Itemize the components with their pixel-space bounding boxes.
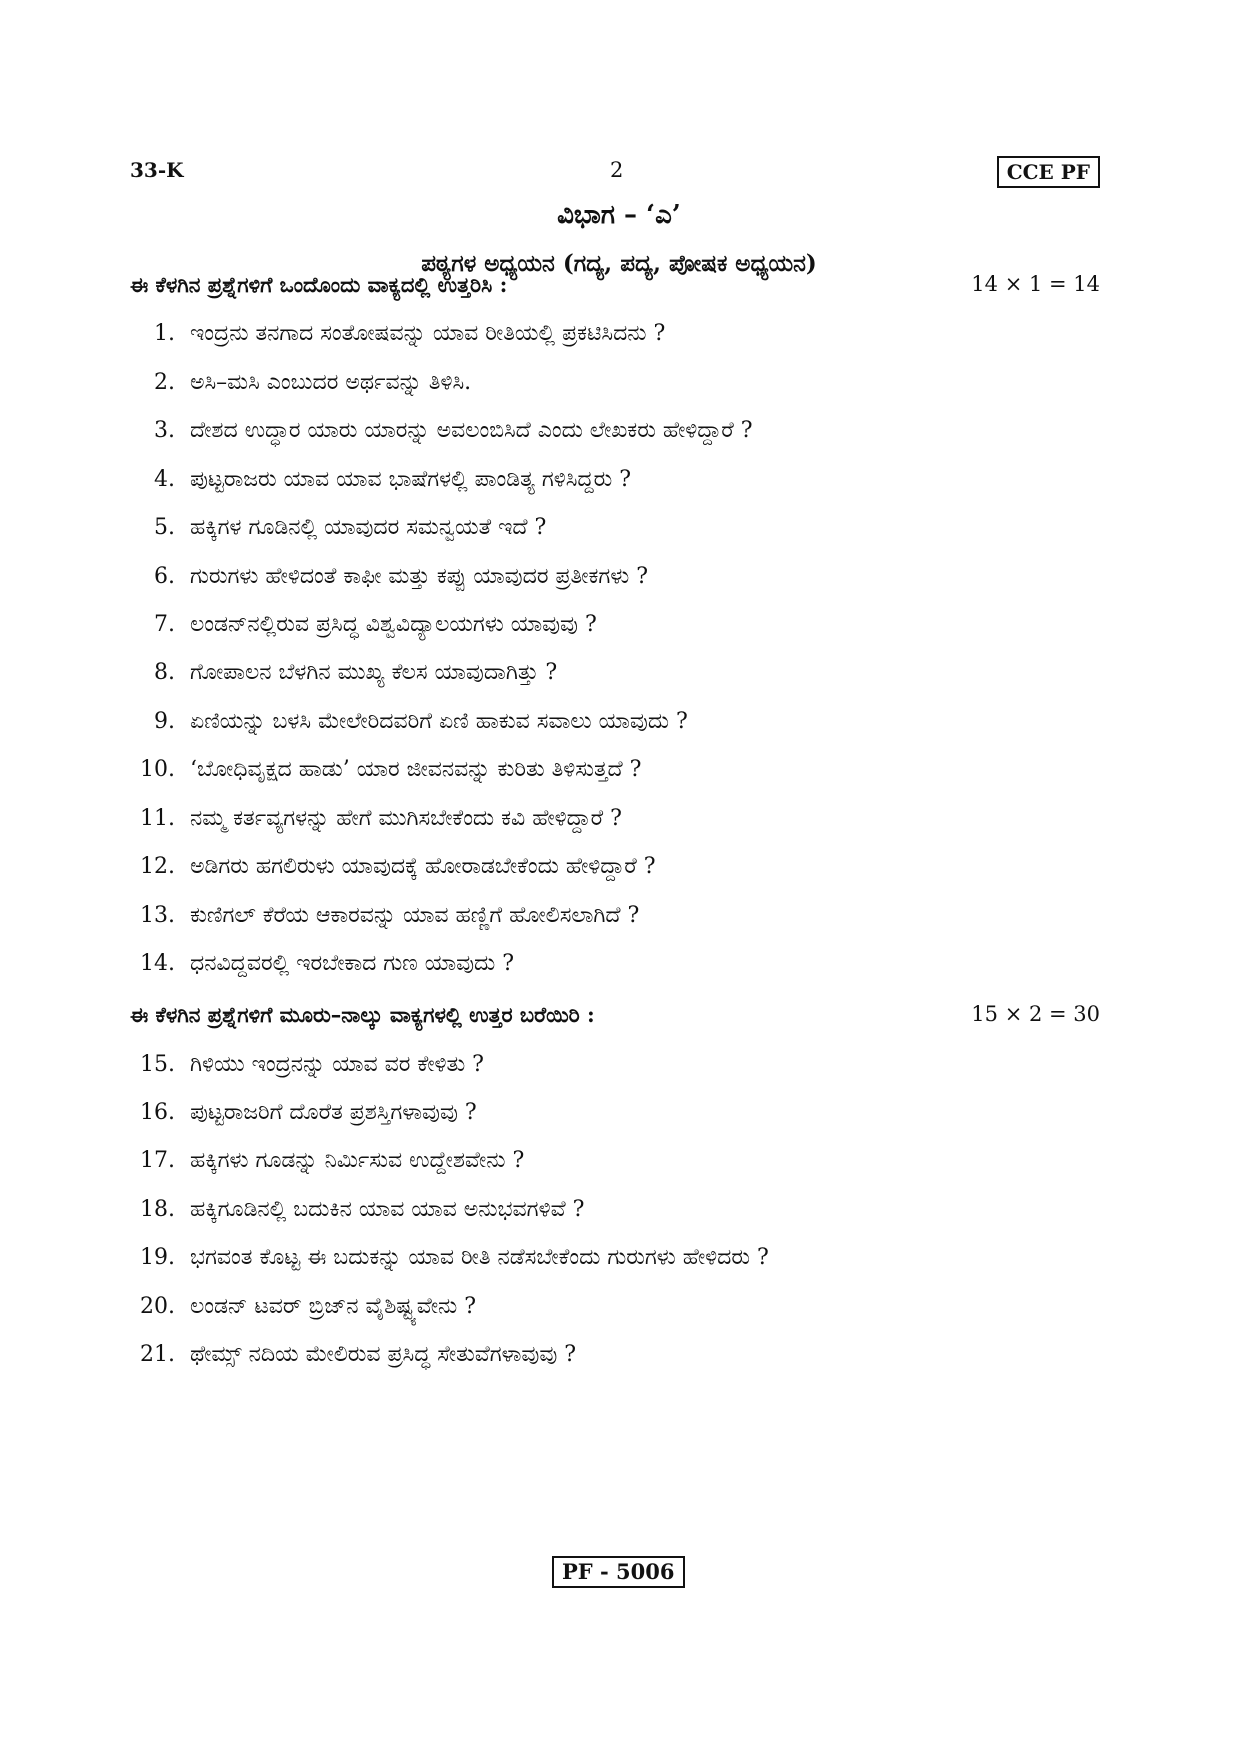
question-row <box>130 515 1110 551</box>
question-text: ಭಗವಂತ ಕೊಟ್ಟ ಈ ಬದುಕನ್ನು ಯಾವ ರೀತಿ ನಡೆಸಬೇಕೆಂದು ಗುರುಗಳು ಹೇಳಿದರು ? <box>190 1245 769 1270</box>
question-text: ಅಡಿಗರು ಹಗಲಿರುಳು ಯಾವುದಕ್ಕೆ ಹೋರಾಡಬೇಕೆಂದು ಹೇಳಿದ್ದಾರೆ ? <box>190 854 656 879</box>
question-text: ದೇಶದ ಉದ್ಧಾರ ಯಾರು ಯಾರನ್ನು ಅವಲಂಬಿಸಿದೆ ಎಂದು ಲೇಖಕರು ಹೇಳಿದ್ದಾರೆ ? <box>190 418 753 443</box>
question-number: 13. <box>140 903 175 928</box>
question-text: ಅಸಿ–ಮಸಿ ಎಂಬುದರ ಅರ್ಥವನ್ನು ತಿಳಿಸಿ. <box>190 370 472 395</box>
part2-instruction-row <box>130 1002 1100 1036</box>
question-row <box>130 951 1110 987</box>
question-row <box>130 467 1110 503</box>
part1-instruction-row <box>130 272 1100 306</box>
question-row <box>130 1100 1110 1136</box>
question-row <box>130 1148 1110 1184</box>
question-text: ಗುರುಗಳು ಹೇಳಿದಂತೆ ಕಾಫೀ ಮತ್ತು ಕಪ್ಪು ಯಾವುದರ ಪ್ರತೀಕಗಳು ? <box>190 564 649 589</box>
part2-marks: 15 × 2 = 30 <box>971 1002 1100 1026</box>
question-number: 19. <box>140 1245 175 1270</box>
question-row <box>130 903 1110 939</box>
question-text: ಪುಟ್ಟರಾಜರಿಗೆ ದೊರೆತ ಪ್ರಶಸ್ತಿಗಳಾವುವು ? <box>190 1100 477 1125</box>
question-row <box>130 370 1110 406</box>
question-number: 8. <box>154 660 175 685</box>
question-number: 3. <box>154 418 175 443</box>
question-row <box>130 1294 1110 1330</box>
question-row <box>130 1197 1110 1233</box>
question-row <box>130 757 1110 793</box>
question-number: 4. <box>154 467 175 492</box>
footer-code: PF - 5006 <box>552 1556 685 1588</box>
question-row <box>130 612 1110 648</box>
question-number: 10. <box>140 757 175 782</box>
question-text: ಪುಟ್ಟರಾಜರು ಯಾವ ಯಾವ ಭಾಷೆಗಳಲ್ಲಿ ಪಾಂಡಿತ್ಯ ಗಳಿಸಿದ್ದರು ? <box>190 467 632 492</box>
page-header <box>130 158 1100 198</box>
question-text: ಏಣಿಯನ್ನು ಬಳಸಿ ಮೇಲೇರಿದವರಿಗೆ ಏಣಿ ಹಾಕುವ ಸವಾಲು ಯಾವುದು ? <box>190 709 688 734</box>
question-row <box>130 321 1110 357</box>
question-row <box>130 1052 1110 1088</box>
question-text: ಲಂಡನ್‌ನಲ್ಲಿರುವ ಪ್ರಸಿದ್ಧ ವಿಶ್ವವಿದ್ಯಾಲಯಗಳು ಯಾವುವು ? <box>190 612 597 637</box>
question-text: ಕುಣಿಗಲ್ ಕೆರೆಯ ಆಕಾರವನ್ನು ಯಾವ ಹಣ್ಣಿಗೆ ಹೋಲಿಸಲಾಗಿದೆ ? <box>190 903 640 928</box>
question-number: 15. <box>140 1052 175 1077</box>
question-number: 7. <box>154 612 175 637</box>
question-row <box>130 1245 1110 1281</box>
question-text: ಹಕ್ಕಿಗಳು ಗೂಡನ್ನು ನಿರ್ಮಿಸುವ ಉದ್ದೇಶವೇನು ? <box>190 1148 525 1173</box>
question-text: ಧನವಿದ್ದವರಲ್ಲಿ ಇರಬೇಕಾದ ಗುಣ ಯಾವುದು ? <box>190 951 515 976</box>
question-text: ಗೋಪಾಲನ ಬೆಳಗಿನ ಮುಖ್ಯ ಕೆಲಸ ಯಾವುದಾಗಿತ್ತು ? <box>190 660 558 685</box>
question-row <box>130 660 1110 696</box>
question-number: 9. <box>154 709 175 734</box>
question-number: 20. <box>140 1294 175 1319</box>
part1-marks: 14 × 1 = 14 <box>971 272 1100 296</box>
question-row <box>130 418 1110 454</box>
question-text: ಹಕ್ಕಿಗಳ ಗೂಡಿನಲ್ಲಿ ಯಾವುದರ ಸಮನ್ವಯತೆ ಇದೆ ? <box>190 515 547 540</box>
question-text: ಇಂದ್ರನು ತನಗಾದ ಸಂತೋಷವನ್ನು ಯಾವ ರೀತಿಯಲ್ಲಿ ಪ್ರಕಟಿಸಿದನು ? <box>190 321 666 346</box>
section-subtitle: ಪಠ್ಯಗಳ ಅಧ್ಯಯನ (ಗದ್ಯ, ಪದ್ಯ, ಪೋಷಕ ಅಧ್ಯಯನ) <box>421 250 817 277</box>
question-text: ಹಕ್ಕಿಗೂಡಿನಲ್ಲಿ ಬದುಕಿನ ಯಾವ ಯಾವ ಅನುಭವಗಳಿವೆ ? <box>190 1197 585 1222</box>
question-row <box>130 709 1110 745</box>
question-number: 5. <box>154 515 175 540</box>
page-number: 2 <box>610 158 624 182</box>
question-row <box>130 854 1110 890</box>
question-number: 6. <box>154 564 175 589</box>
question-number: 12. <box>140 854 175 879</box>
question-text: ಥೇಮ್ಸ್ ನದಿಯ ಮೇಲಿರುವ ಪ್ರಸಿದ್ಧ ಸೇತುವೆಗಳಾವುವು ? <box>190 1342 577 1367</box>
question-text: ‘ಬೋಧಿವೃಕ್ಷದ ಹಾಡು’ ಯಾರ ಜೀವನವನ್ನು ಕುರಿತು ತಿಳಿಸುತ್ತದೆ ? <box>190 757 642 782</box>
question-number: 18. <box>140 1197 175 1222</box>
question-number: 16. <box>140 1100 175 1125</box>
question-text: ಗಿಳಿಯು ಇಂದ್ರನನ್ನು ಯಾವ ವರ ಕೇಳಿತು ? <box>190 1052 484 1077</box>
question-text: ಲಂಡನ್ ಟವರ್ ಬ್ರಿಜ್‌ನ ವೈಶಿಷ್ಟ್ಯವೇನು ? <box>190 1294 477 1319</box>
part2-instruction: ಈ ಕೆಳಗಿನ ಪ್ರಶ್ನೆಗಳಿಗೆ ಮೂರು–ನಾಲ್ಕು ವಾಕ್ಯಗಳಲ್ಲಿ ಉತ್ತರ ಬರೆಯಿರಿ : <box>130 1002 595 1027</box>
question-text: ನಮ್ಮ ಕರ್ತವ್ಯಗಳನ್ನು ಹೇಗೆ ಮುಗಿಸಬೇಕೆಂದು ಕವಿ ಹೇಳಿದ್ದಾರೆ ? <box>190 806 622 831</box>
question-number: 14. <box>140 951 175 976</box>
subject-code: 33-K <box>130 158 184 182</box>
question-row <box>130 564 1110 600</box>
question-row <box>130 1342 1110 1378</box>
question-number: 1. <box>154 321 175 346</box>
question-number: 11. <box>140 806 175 831</box>
question-number: 17. <box>140 1148 175 1173</box>
part1-instruction: ಈ ಕೆಳಗಿನ ಪ್ರಶ್ನೆಗಳಿಗೆ ಒಂದೊಂದು ವಾಕ್ಯದಲ್ಲಿ ಉತ್ತರಿಸಿ : <box>130 272 508 297</box>
question-number: 21. <box>140 1342 175 1367</box>
question-row <box>130 806 1110 842</box>
section-title: ವಿಭಾಗ – ‘ಎ’ <box>557 200 681 230</box>
exam-badge: CCE PF <box>997 156 1100 188</box>
question-number: 2. <box>154 370 175 395</box>
